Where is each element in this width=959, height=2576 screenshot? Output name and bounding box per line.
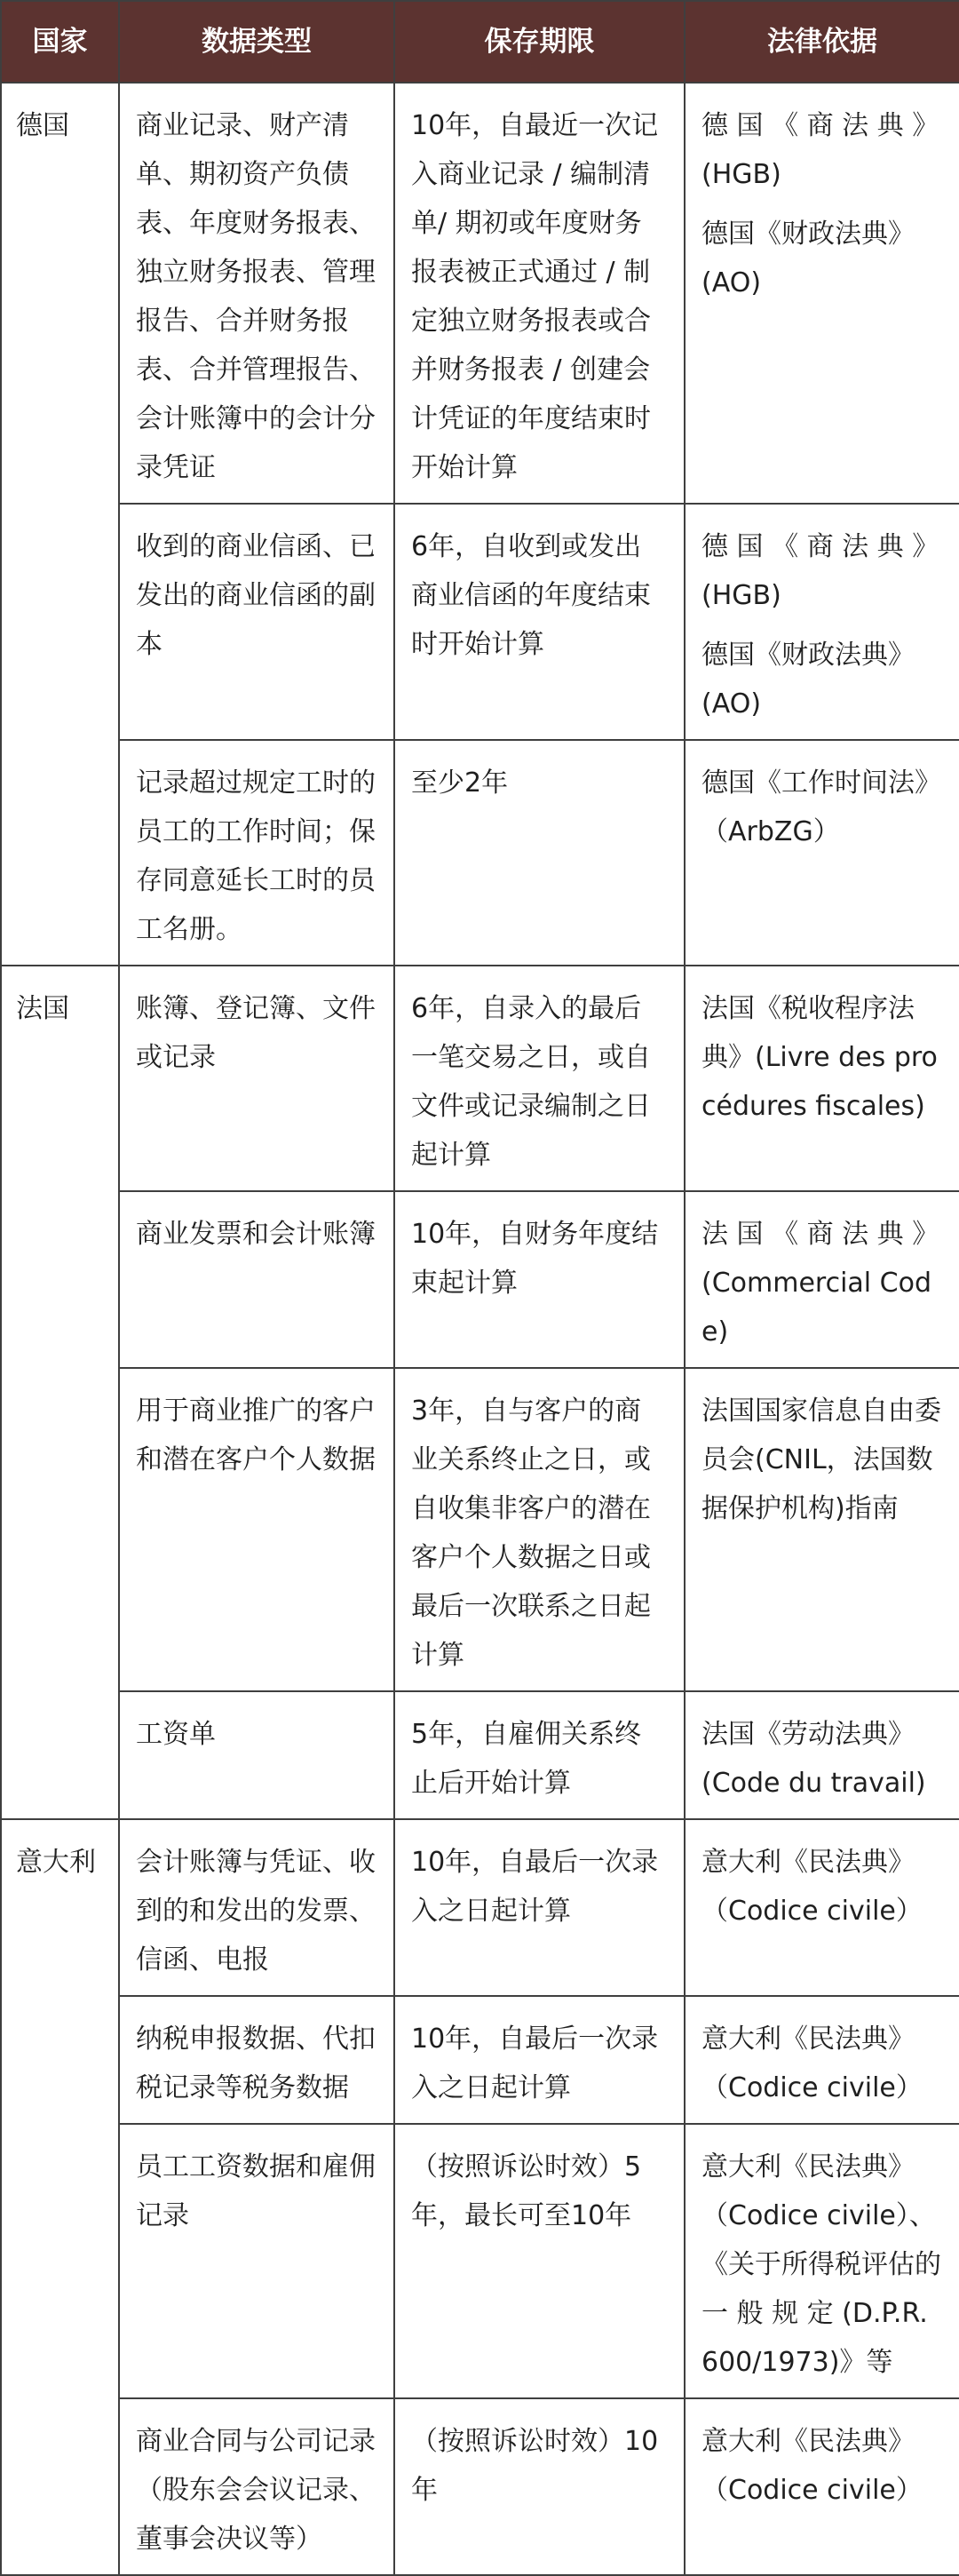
data-type-cell: 员工工资数据和雇佣记录 <box>119 2124 394 2398</box>
data-type-cell: 记录超过规定工时的员工的工作时间；保存同意延长工时的员工名册。 <box>119 740 394 966</box>
table-row <box>1 83 959 504</box>
table-row <box>1 966 959 1191</box>
data-type-cell: 纳税申报数据、代扣税记录等税务数据 <box>119 1996 394 2124</box>
legal-basis-cell <box>685 740 959 966</box>
legal-basis-line: 法国《税收程序法典》(Livre des procédures fiscales) <box>701 993 938 1122</box>
retention-cell: 6年，自收到或发出商业信函的年度结束时开始计算 <box>394 504 685 740</box>
legal-basis-cell <box>685 1819 959 1996</box>
retention-cell: 至少2年 <box>394 740 685 966</box>
data-type-cell: 账簿、登记簿、文件或记录 <box>119 966 394 1191</box>
legal-basis-cell <box>685 1368 959 1691</box>
legal-basis-line: 意大利《民法典》（Codice civile） <box>701 2023 923 2103</box>
data-type-cell: 会计账簿与凭证、收到的和发出的发票、信函、电报 <box>119 1819 394 1996</box>
table-header-row <box>1 1 959 83</box>
table-row <box>1 1996 959 2124</box>
header-retention-period: 保存期限 <box>394 1 685 83</box>
country-cell: 德国 <box>1 83 119 966</box>
retention-cell: 6年，自录入的最后一笔交易之日，或自文件或记录编制之日起计算 <box>394 966 685 1191</box>
legal-basis-line: 德国《财政法典》(AO) <box>701 219 915 298</box>
retention-cell: 10年，自最近一次记入商业记录 / 编制清单/ 期初或年度财务报表被正式通过 / 制定独立财务报表或合并财务报表 / 创建会计凭证的年度结束时开始计算 <box>394 83 685 504</box>
retention-cell: （按照诉讼时效）5年，最长可至10年 <box>394 2124 685 2398</box>
data-type-cell: 用于商业推广的客户和潜在客户个人数据 <box>119 1368 394 1691</box>
legal-basis-cell <box>685 504 959 740</box>
legal-basis-cell <box>685 966 959 1191</box>
legal-basis-line: 法 国 《 商 法 典 》(Commercial Code) <box>701 1219 939 1348</box>
header-country: 国家 <box>1 1 119 83</box>
legal-basis-cell <box>685 1996 959 2124</box>
data-type-cell: 工资单 <box>119 1691 394 1819</box>
country-cell: 意大利 <box>1 1819 119 2575</box>
legal-basis-line: 意大利《民法典》（Codice civile） <box>701 2426 923 2506</box>
table-row <box>1 2398 959 2575</box>
legal-basis-line: 德 国 《 商 法 典 》(HGB) <box>701 110 939 190</box>
legal-basis-line: 法国国家信息自由委员会(CNIL，法国数据保护机构)指南 <box>701 1395 941 1524</box>
table-row <box>1 1368 959 1691</box>
retention-cell: 3年，自与客户的商业关系终止之日，或自收集非客户的潜在客户个人数据之日或最后一次联系之日起计算 <box>394 1368 685 1691</box>
legal-basis-line: 法国《劳动法典》(Code du travail) <box>701 1719 926 1799</box>
data-type-cell: 商业记录、财产清单、期初资产负债表、年度财务报表、独立财务报表、管理报告、合并财务报表、合并管理报告、会计账簿中的会计分录凭证 <box>119 83 394 504</box>
table-row <box>1 1819 959 1996</box>
legal-basis-line: 德国《工作时间法》（ArbZG） <box>701 767 941 847</box>
table-row <box>1 740 959 966</box>
retention-cell: 10年，自财务年度结束起计算 <box>394 1191 685 1368</box>
legal-basis-line: 德 国 《 商 法 典 》(HGB) <box>701 531 939 611</box>
header-legal-basis: 法律依据 <box>685 1 959 83</box>
table-row <box>1 1691 959 1819</box>
legal-basis-line: 意大利《民法典》（Codice civile） <box>701 1847 923 1927</box>
table-row <box>1 1191 959 1368</box>
legal-basis-cell <box>685 1191 959 1368</box>
legal-basis-line: 德国《财政法典》(AO) <box>701 640 915 720</box>
legal-basis-line: 意大利《民法典》（Codice civile）、《关于所得税评估的一 般 规 定 (D.P.R. 600/1973)》等 <box>701 2151 941 2378</box>
data-type-cell: 收到的商业信函、已发出的商业信函的副本 <box>119 504 394 740</box>
header-data-type: 数据类型 <box>119 1 394 83</box>
data-type-cell: 商业合同与公司记录（股东会会议记录、董事会决议等） <box>119 2398 394 2575</box>
legal-basis-cell <box>685 1691 959 1819</box>
retention-cell: 10年，自最后一次录入之日起计算 <box>394 1819 685 1996</box>
data-type-cell: 商业发票和会计账簿 <box>119 1191 394 1368</box>
country-cell: 法国 <box>1 966 119 1819</box>
legal-basis-cell <box>685 2124 959 2398</box>
table-row <box>1 2124 959 2398</box>
retention-cell: 10年，自最后一次录入之日起计算 <box>394 1996 685 2124</box>
retention-cell: （按照诉讼时效）10年 <box>394 2398 685 2575</box>
retention-cell: 5年，自雇佣关系终止后开始计算 <box>394 1691 685 1819</box>
legal-basis-cell <box>685 2398 959 2575</box>
table-row <box>1 504 959 740</box>
legal-basis-cell <box>685 83 959 504</box>
